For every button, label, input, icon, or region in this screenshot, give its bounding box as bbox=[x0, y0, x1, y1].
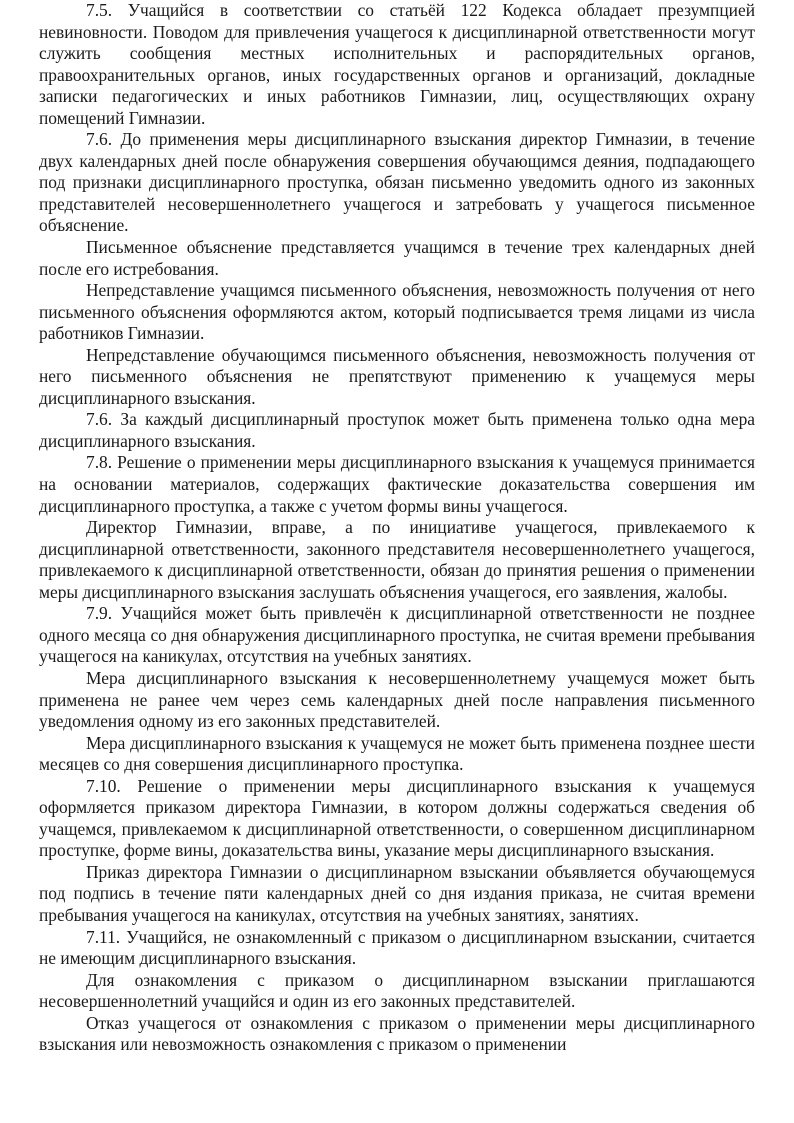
paragraph-refusal: Отказ учащегося от ознакомления с приказом о применении меры дисциплинарного взыскания или невозможность ознакомления с приказом о применении bbox=[39, 1012, 755, 1055]
paragraph-non-submission-act: Непредставление учащимся письменного объяснения, невозможность получения от него письменного объяснения оформляются актом, который подписывается тремя лицами из числа работников Гимназии. bbox=[39, 280, 755, 344]
paragraph-7-8: 7.8. Решение о применении меры дисциплинарного взыскания к учащемуся принимается на основании материалов, содержащих фактические доказательства совершения им дисциплинарного проступка, а также с учетом формы вины учащегося. bbox=[39, 452, 755, 516]
paragraph-familiarization-invite: Для ознакомления с приказом о дисциплинарном взыскании приглашаются несовершеннолетний учащийся и один из его законных представителей. bbox=[39, 969, 755, 1012]
paragraph-director-hearing: Директор Гимназии, вправе, а по инициативе учащегося, привлекаемого к дисциплинарной ответственности, законного представителя несовершеннолетнего учащегося, привлекаемого к дисциплинарной ответственности, обязан до принятия решения о применении меры дисциплинарного взыскания заслушать объяснения учащегося, его заявления, жалобы. bbox=[39, 517, 755, 602]
paragraph-seven-days: Мера дисциплинарного взыскания к несовершеннолетнему учащемуся может быть применена не ранее чем через семь календарных дней после направления письменного уведомления одному из его законных представителей. bbox=[39, 667, 755, 732]
paragraph-7-5: 7.5. Учащийся в соответствии со статьёй 122 Кодекса обладает презумпцией невиновности. Поводом для привлечения учащегося к дисциплинарной ответственности могут служить сообщения местных исполнительных и распорядительных органов, правоохранительных органов, иных государственных органов и организаций, докладные записки педагогических и иных работников Гимназии, лиц, осуществляющих охрану помещений Гимназии. bbox=[39, 0, 755, 128]
paragraph-7-9: 7.9. Учащийся может быть привлечён к дисциплинарной ответственности не позднее одного месяца со дня обнаружения дисциплинарного проступка, не считая времени пребывания учащегося на каникулах, отсутствия на учебных занятиях. bbox=[39, 603, 755, 667]
paragraph-7-6-single-measure: 7.6. За каждый дисциплинарный проступок может быть применена только одна мера дисциплинарного взыскания. bbox=[39, 409, 755, 451]
paragraph-7-11: 7.11. Учащийся, не ознакомленный с приказом о дисциплинарном взыскании, считается не имеющим дисциплинарного взыскания. bbox=[39, 926, 755, 969]
paragraph-7-6-notification: 7.6. До применения меры дисциплинарного взыскания директор Гимназии, в течение двух календарных дней после обнаружения совершения обучающимся деяния, подпадающего под признаки дисциплинарного проступка, обязан письменно уведомить одного из законных представителей несовершеннолетнего учащегося и затребовать у учащегося письменное объяснение. bbox=[39, 129, 755, 236]
paragraph-non-submission-no-obstacle: Непредставление обучающимся письменного объяснения, невозможность получения от него письменного объяснения не препятствуют применению к учащемуся меры дисциплинарного взыскания. bbox=[39, 344, 755, 408]
paragraph-explanation-deadline: Письменное объяснение представляется учащимся в течение трех календарных дней после его истребования. bbox=[39, 237, 755, 279]
document-page bbox=[39, 0, 755, 1056]
paragraph-7-10: 7.10. Решение о применении меры дисциплинарного взыскания к учащемуся оформляется приказом директора Гимназии, в котором должны содержаться сведения об учащемся, привлекаемом к дисциплинарной ответственности, о совершенном дисциплинарном проступке, форме вины, доказательства вины, указание меры дисциплинарного взыскания. bbox=[39, 775, 755, 861]
paragraph-order-announcement: Приказ директора Гимназии о дисциплинарном взыскании объявляется обучающемуся под подпись в течение пяти календарных дней со дня издания приказа, не считая времени пребывания учащегося на каникулах, отсутствия на учебных занятиях, занятиях. bbox=[39, 861, 755, 925]
paragraph-six-months: Мера дисциплинарного взыскания к учащемуся не может быть применена позднее шести месяцев со дня совершения дисциплинарного проступка. bbox=[39, 732, 755, 775]
